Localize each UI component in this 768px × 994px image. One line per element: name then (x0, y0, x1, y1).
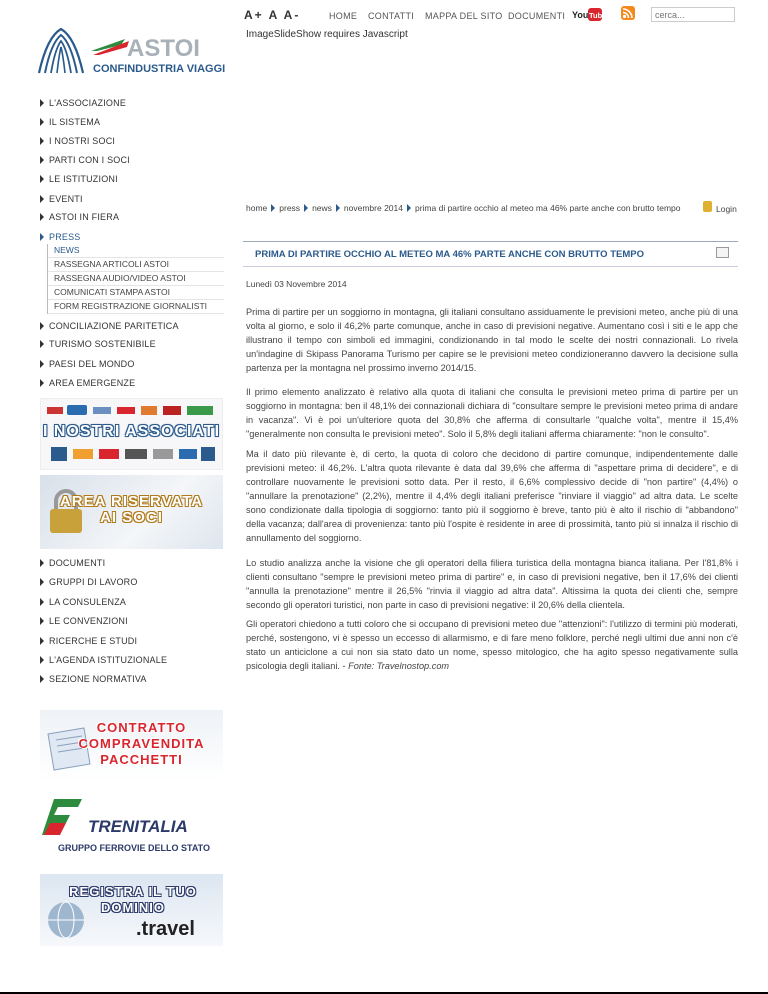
arrow-right-icon (40, 322, 44, 330)
article-paragraph: Il primo elemento analizzato è relativo alla quota di italiani che consulta le previsioni meteo prima di partire per un soggiorno in montagna: ben il 48,1% dei connazionali dichiara di "consultare sempre le previsioni meteo prima di andare in vacanza". Vi è poi un'ulteriore quota del 30,8% che afferma di consultarle "qualche volta", mentre il 15,4% "generalmente non consulta le previsioni meteo". Solo il 5,8% degli italiani afferma chiaramente: "non le consulto". (246, 387, 738, 439)
arrow-right-icon (40, 360, 44, 368)
print-icon[interactable] (716, 247, 729, 258)
submenu-rassegna-audio[interactable]: RASSEGNA AUDIO/VIDEO ASTOI (48, 272, 224, 286)
astoi-logo[interactable] (37, 27, 226, 77)
article-date: Lunedì 03 Novembre 2014 (246, 279, 347, 289)
eagle-icon (39, 29, 83, 73)
menu-soci[interactable]: I NOSTRI SOCI (40, 136, 115, 146)
arrow-right-icon (40, 156, 44, 164)
arrow-right-icon (40, 578, 44, 586)
arrow-right-icon (40, 598, 44, 606)
submenu-rassegna-articoli[interactable]: RASSEGNA ARTICOLI ASTOI (48, 258, 224, 272)
article-paragraph-last: Gli operatori chiedono a tutti coloro che si occupano di previsioni meteo due "attenzioni": l'utilizzo di termini più moderati, perché, sostengono, vi è spesso un eccesso di allarmismo, e di fare meno folklore, perché negli ultimi due anni non c'è stato un anticiclone a cui non sia stato dato un nome, spesso mitologico, che ha agito spesso negativamente sulla psicologia degli italiani. - Fonte: Travelnostop.com (246, 619, 738, 671)
submenu-form-giornalisti[interactable]: FORM REGISTRAZIONE GIORNALISTI (48, 300, 224, 314)
rss-icon[interactable] (621, 6, 635, 20)
breadcrumb-home[interactable]: home (246, 203, 268, 213)
arrow-right-icon (40, 118, 44, 126)
submenu-comunicati[interactable]: COMUNICATI STAMPA ASTOI (48, 286, 224, 300)
nav-documenti[interactable]: DOCUMENTI (508, 11, 566, 21)
banner-travel[interactable]: REGISTRA IL TUO DOMINIO .travel (40, 874, 223, 946)
banner-area-riservata[interactable]: AREA RISERVATA AI SOCI (40, 475, 223, 549)
menu-eventi[interactable]: EVENTI (40, 194, 83, 204)
arrow-right-icon (40, 195, 44, 203)
login-link[interactable]: Login (716, 204, 737, 214)
arrow-right-icon (40, 637, 44, 645)
svg-text:You: You (572, 10, 589, 20)
arrow-right-icon (40, 175, 44, 183)
menu-fiera[interactable]: ASTOI IN FIERA (40, 212, 119, 222)
menu-agenda[interactable]: L'AGENDA ISTITUZIONALE (40, 655, 167, 665)
menu-parti-soci[interactable]: PARTI CON I SOCI (40, 155, 130, 165)
nav-contatti[interactable]: CONTATTI (368, 11, 415, 21)
svg-text:ASTOI: ASTOI (127, 35, 200, 62)
menu-press[interactable]: PRESS (40, 232, 81, 242)
chevron-right-icon (304, 204, 308, 212)
svg-text:Tube: Tube (589, 11, 607, 20)
breadcrumb-press[interactable]: press (279, 203, 301, 213)
search-input[interactable] (651, 7, 735, 22)
chevron-right-icon (271, 204, 275, 212)
article-source: Fonte: Travelnostop.com (348, 661, 450, 671)
trenitalia-icon (44, 795, 84, 837)
banner-associati[interactable]: I NOSTRI ASSOCIATI (40, 398, 223, 470)
article-title: PRIMA DI PARTIRE OCCHIO AL METEO MA 46% PARTE ANCHE CON BRUTTO TEMPO (255, 249, 644, 260)
font-size-controls[interactable]: A+ A A- (244, 8, 301, 22)
menu-sistema[interactable]: IL SISTEMA (40, 117, 100, 127)
menu-paesi[interactable]: PAESI DEL MONDO (40, 359, 135, 369)
youtube-icon[interactable] (572, 8, 607, 21)
menu-gruppi[interactable]: GRUPPI DI LAVORO (40, 577, 138, 587)
menu-ricerche[interactable]: RICERCHE E STUDI (40, 636, 137, 646)
banner-contratto[interactable]: CONTRATTO COMPRAVENDITA PACCHETTI (40, 710, 223, 780)
arrow-right-icon (40, 379, 44, 387)
arrow-right-icon (40, 213, 44, 221)
breadcrumb-month[interactable]: novembre 2014 (343, 203, 403, 213)
arrow-right-icon (40, 559, 44, 567)
nav-home[interactable]: HOME (329, 11, 358, 21)
arrow-right-icon (40, 137, 44, 145)
article-paragraph: Ma il dato più rilevante è, di certo, la quota di coloro che decidono di partire comunque, indipendentemente dalle previsioni meteo: il 46,2%. L'altra quota rilevante è data dal 39,6% che afferma di "aspettare prima di decidere", e di controllare nuovamente le previsioni sotto data. Per il resto, il 6,6% complessivo decide di "non partire" (4,4%) o "annullare la prenotazione" (2,2%), mentre il 4,4% degli italiani preferisce "rinviare il viaggio" ad altra data. Le scelte sono condizionate dalla tipologia di soggiorno: tanto più il soggiorno è breve, tanto più è alto il rischio di "abbandono" della vacanza; dall'area di provenienza: tanto più l'ospite è residente in aree di prossimità, tanto più si innalza il rischio di annullamento del soggiorno. (246, 449, 738, 543)
banner-trenitalia[interactable]: TRENITALIA GRUPPO FERROVIE DELLO STATO (40, 793, 223, 861)
arrow-right-icon (40, 617, 44, 625)
article-paragraph: Lo studio analizza anche la visione che gli operatori della filiera turistica della montagna bianca italiana. Per l'81,8% i clienti consultano "sempre le previsioni meteo prima di partire" e, in caso di previsioni negative, ben il 17,6% dei clienti "annulla la prenotazione" mentre il 26,5% "rinvia il viaggio ad altra data". Altissima la quota dei clienti che, sempre secondo gli operatori turistici, non parte in caso di previsioni negative: il 20,6% della clientela. (246, 558, 738, 610)
nav-mappa[interactable]: MAPPA DEL SITO (425, 11, 503, 21)
arrow-right-icon (40, 656, 44, 664)
submenu-news[interactable]: NEWS (48, 244, 224, 258)
menu-istituzioni[interactable]: LE ISTITUZIONI (40, 174, 118, 184)
menu-turismo-sostenibile[interactable]: TURISMO SOSTENIBILE (40, 339, 156, 349)
menu-convenzioni[interactable]: LE CONVENZIONI (40, 616, 128, 626)
menu-associazione[interactable]: L'ASSOCIAZIONE (40, 98, 126, 108)
menu-conciliazione[interactable]: CONCILIAZIONE PARITETICA (40, 321, 179, 331)
menu-normativa[interactable]: SEZIONE NORMATIVA (40, 674, 147, 684)
press-submenu (47, 244, 224, 314)
article-paragraph: Prima di partire per un soggiorno in montagna, gli italiani consultano assiduamente le previsioni meteo, anche più di una volta al giorno, e solo il 46,2% parte comunque, anche in caso di previsioni negative. Aumentano così i siti e le app che illustrano il tempo con simboli ed immagini, condizionando in tal modo le scelte dei nostri connazionali. Lo rivela un'indagine di Skipass Panorama Turismo per capire se le previsioni meteo condizioneranno davvero la decisione sulla partenza per la montagna nel prossimo inverno 2014/15. (246, 307, 738, 373)
breadcrumb-news[interactable]: news (312, 203, 332, 213)
arrow-right-icon (40, 233, 44, 241)
chevron-right-icon (336, 204, 340, 212)
menu-emergenze[interactable]: AREA EMERGENZE (40, 378, 135, 388)
login-lock-icon[interactable] (703, 201, 712, 212)
arrow-right-icon (40, 340, 44, 348)
breadcrumb-current: prima di partire occhio al meteo ma 46% parte anche con brutto tempo (414, 203, 681, 213)
menu-consulenza[interactable]: LA CONSULENZA (40, 597, 126, 607)
slideshow-notice: ImageSlideShow requires Javascript (246, 29, 408, 40)
chevron-right-icon (407, 204, 411, 212)
arrow-right-icon (40, 99, 44, 107)
svg-text:CONFINDUSTRIA VIAGGI: CONFINDUSTRIA VIAGGI (93, 63, 226, 75)
menu-documenti[interactable]: DOCUMENTI (40, 558, 105, 568)
breadcrumb (246, 203, 681, 213)
arrow-right-icon (40, 675, 44, 683)
